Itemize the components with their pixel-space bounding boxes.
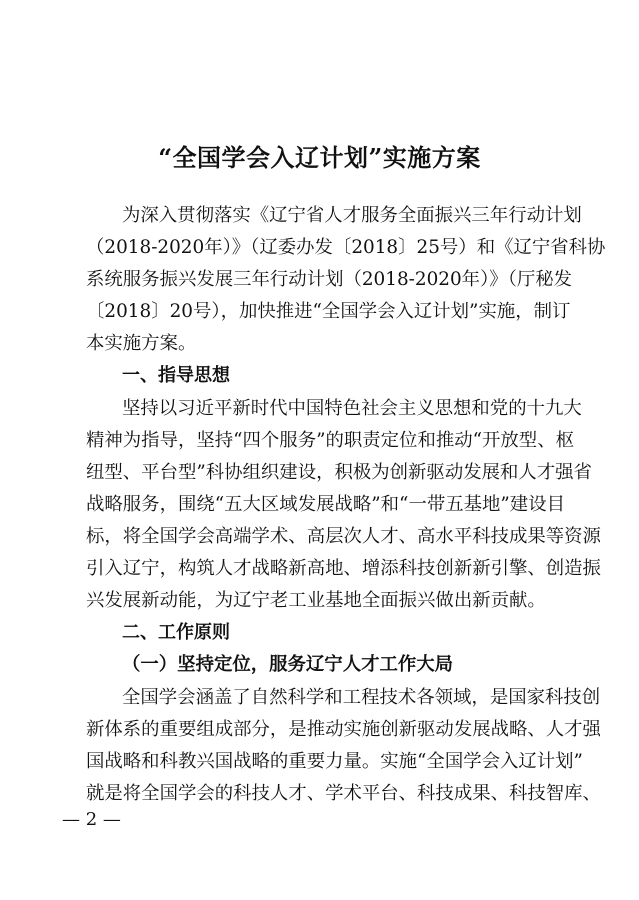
document-title: “全国学会入辽计划”实施方案 — [158, 143, 481, 172]
section-2-subheading: （一）坚持定位，服务辽宁人才工作大局 — [122, 654, 454, 675]
section-1-line-2: 精神为指导，坚持“四个服务”的职责定位和推动“开放型、枢 — [86, 430, 574, 451]
section-2-line-3: 国战略和科教兴国战略的重要力量。实施“全国学会入辽计划” — [86, 751, 583, 772]
intro-line-5: 本实施方案。 — [86, 333, 197, 354]
section-1-line-1: 坚持以习近平新时代中国特色社会主义思想和党的十九大 — [122, 398, 582, 419]
section-2-line-4: 就是将全国学会的科技人才、学术平台、科技成果、科技智库、 — [86, 783, 601, 804]
section-1-line-6: 引入辽宁，构筑人才战略新高地、增添科技创新新引擎、创造振 — [86, 558, 601, 579]
section-1-line-4: 战略服务，围绕“五大区域发展战略”和“一带五基地”建设目 — [86, 494, 565, 515]
intro-line-3: 系统服务振兴发展三年行动计划（2018-2020年）》（厅秘发 — [86, 269, 573, 290]
intro-line-2: （2018-2020年）》（辽委办发〔2018〕25号）和《辽宁省科协 — [86, 237, 606, 258]
section-1-line-7: 兴发展新动能，为辽宁老工业基地全面振兴做出新贡献。 — [86, 590, 546, 611]
intro-line-4: 〔2018〕20号），加快推进“全国学会入辽计划”实施，制订 — [86, 301, 571, 322]
section-1-heading: 一、指导思想 — [122, 365, 230, 386]
section-2-heading: 二、工作原则 — [122, 622, 230, 643]
section-1-line-3: 纽型、平台型”科协组织建设，积极为创新驱动发展和人才强省 — [86, 462, 592, 483]
section-2-line-2: 新体系的重要组成部分，是推动实施创新驱动发展战略、人才强 — [86, 719, 601, 740]
section-2-line-1: 全国学会涵盖了自然科学和工程技术各领域，是国家科技创 — [122, 687, 601, 708]
intro-line-1: 为深入贯彻落实《辽宁省人才服务全面振兴三年行动计划 — [122, 205, 582, 226]
section-1-line-5: 标，将全国学会高端学术、高层次人才、高水平科技成果等资源 — [86, 526, 601, 547]
page-number: — 2 — — [62, 809, 121, 830]
